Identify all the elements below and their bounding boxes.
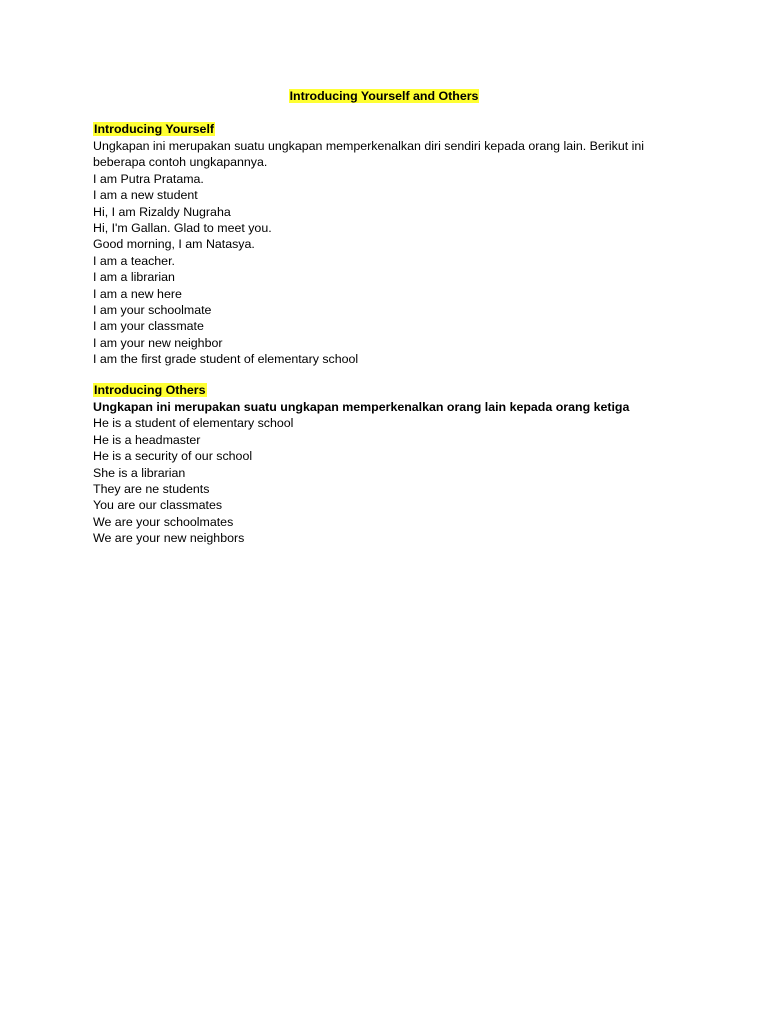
section-heading-label: Introducing Others (94, 383, 206, 397)
example-line: I am Putra Pratama. (93, 171, 204, 186)
title-row (0, 87, 768, 105)
example-line: We are your new neighbors (93, 531, 245, 546)
example-line: I am your schoolmate (93, 303, 212, 318)
document-title: Introducing Yourself and Others (289, 89, 479, 103)
example-line: You are our classmates (93, 498, 223, 513)
example-line: I am a new here (93, 286, 182, 301)
example-line: I am your new neighbor (93, 335, 223, 350)
example-line: I am the first grade student of elementary school (93, 352, 359, 367)
section-text-line: beberapa contoh ungkapannya. (93, 155, 268, 170)
example-line: He is a security of our school (93, 449, 253, 464)
example-line: They are ne students (93, 482, 210, 497)
section-heading (93, 120, 713, 138)
section-heading-label: Introducing Yourself (94, 122, 215, 136)
example-line: Good morning, I am Natasya. (93, 237, 255, 252)
example-line: He is a student of elementary school (93, 416, 294, 431)
example-line: She is a librarian (93, 465, 186, 480)
section-heading (93, 381, 713, 399)
example-line: He is a headmaster (93, 432, 201, 447)
section-text-line: Ungkapan ini merupakan suatu ungkapan memperkenalkan diri sendiri kepada orang lain. Berikut ini (93, 139, 645, 153)
example-line: Hi, I'm Gallan. Glad to meet you. (93, 221, 272, 236)
example-line: Hi, I am Rizaldy Nugraha (93, 204, 231, 219)
example-line: I am a librarian (93, 270, 175, 285)
example-line: I am a new student (93, 188, 198, 203)
example-line: I am your classmate (93, 319, 204, 334)
example-line: I am a teacher. (93, 253, 175, 268)
example-line: We are your schoolmates (93, 514, 234, 529)
section-introducing-others (93, 381, 713, 547)
section-introducing-yourself (93, 120, 713, 368)
section-text-line: Ungkapan ini merupakan suatu ungkapan memperkenalkan orang lain kepada orang ketiga (93, 400, 630, 414)
